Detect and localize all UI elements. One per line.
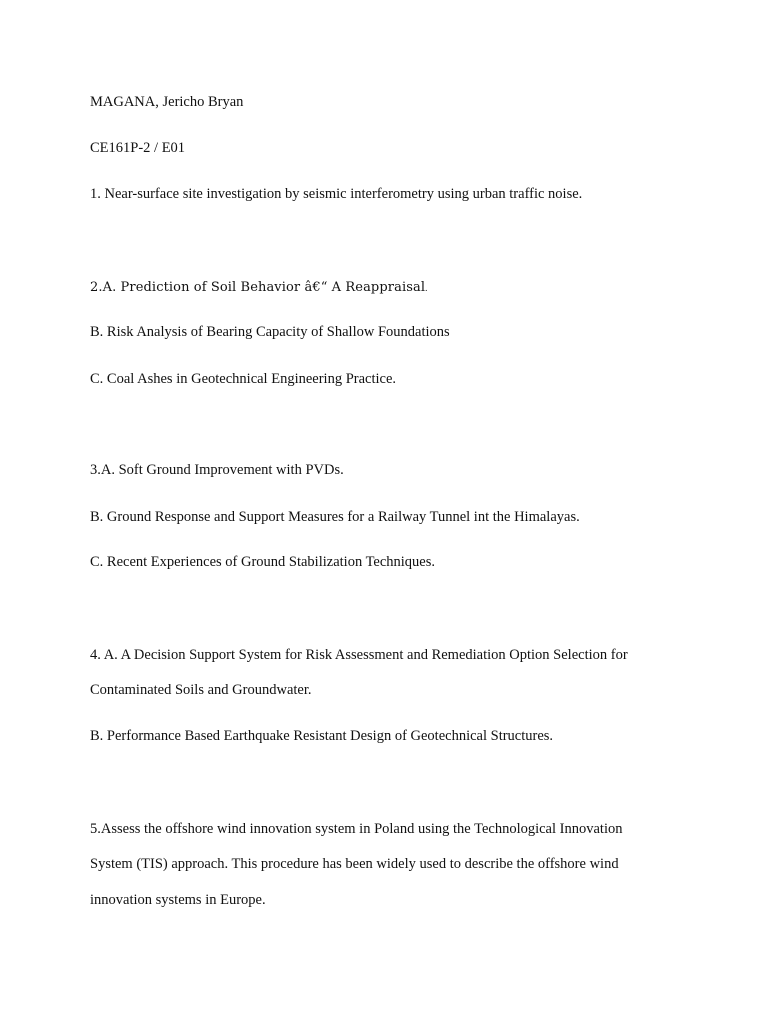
item-2a-text: 2.A. Prediction of Soil Behavior â€“ A Reappraisal [90, 280, 426, 295]
item-2a [90, 278, 427, 297]
item-5-line-3: innovation systems in Europe. [90, 892, 266, 908]
item-4a-line-2: Contaminated Soils and Groundwater. [90, 682, 312, 698]
item-3a: 3.A. Soft Ground Improvement with PVDs. [90, 462, 344, 478]
item-3b: B. Ground Response and Support Measures for a Railway Tunnel int the Himalayas. [90, 509, 580, 525]
item-4b: B. Performance Based Earthquake Resistant Design of Geotechnical Structures. [90, 728, 554, 744]
item-4a-line-1: 4. A. A Decision Support System for Risk Assessment and Remediation Option Selection for [90, 647, 628, 663]
item-2c: C. Coal Ashes in Geotechnical Engineering Practice. [90, 371, 397, 387]
item-5-line-1: 5.Assess the offshore wind innovation system in Poland using the Technological Innovation [90, 821, 623, 837]
item-1: 1. Near-surface site investigation by seismic interferometry using urban traffic noise. [90, 186, 583, 202]
item-2b: B. Risk Analysis of Bearing Capacity of Shallow Foundations [90, 324, 450, 340]
item-5-line-2: System (TIS) approach. This procedure has been widely used to describe the offshore wind [90, 856, 619, 872]
author-name: MAGANA, Jericho Bryan [90, 94, 244, 110]
item-3c: C. Recent Experiences of Ground Stabilization Techniques. [90, 554, 436, 570]
item-2a-period: . [425, 283, 428, 293]
course-code: CE161P-2 / E01 [90, 140, 186, 156]
